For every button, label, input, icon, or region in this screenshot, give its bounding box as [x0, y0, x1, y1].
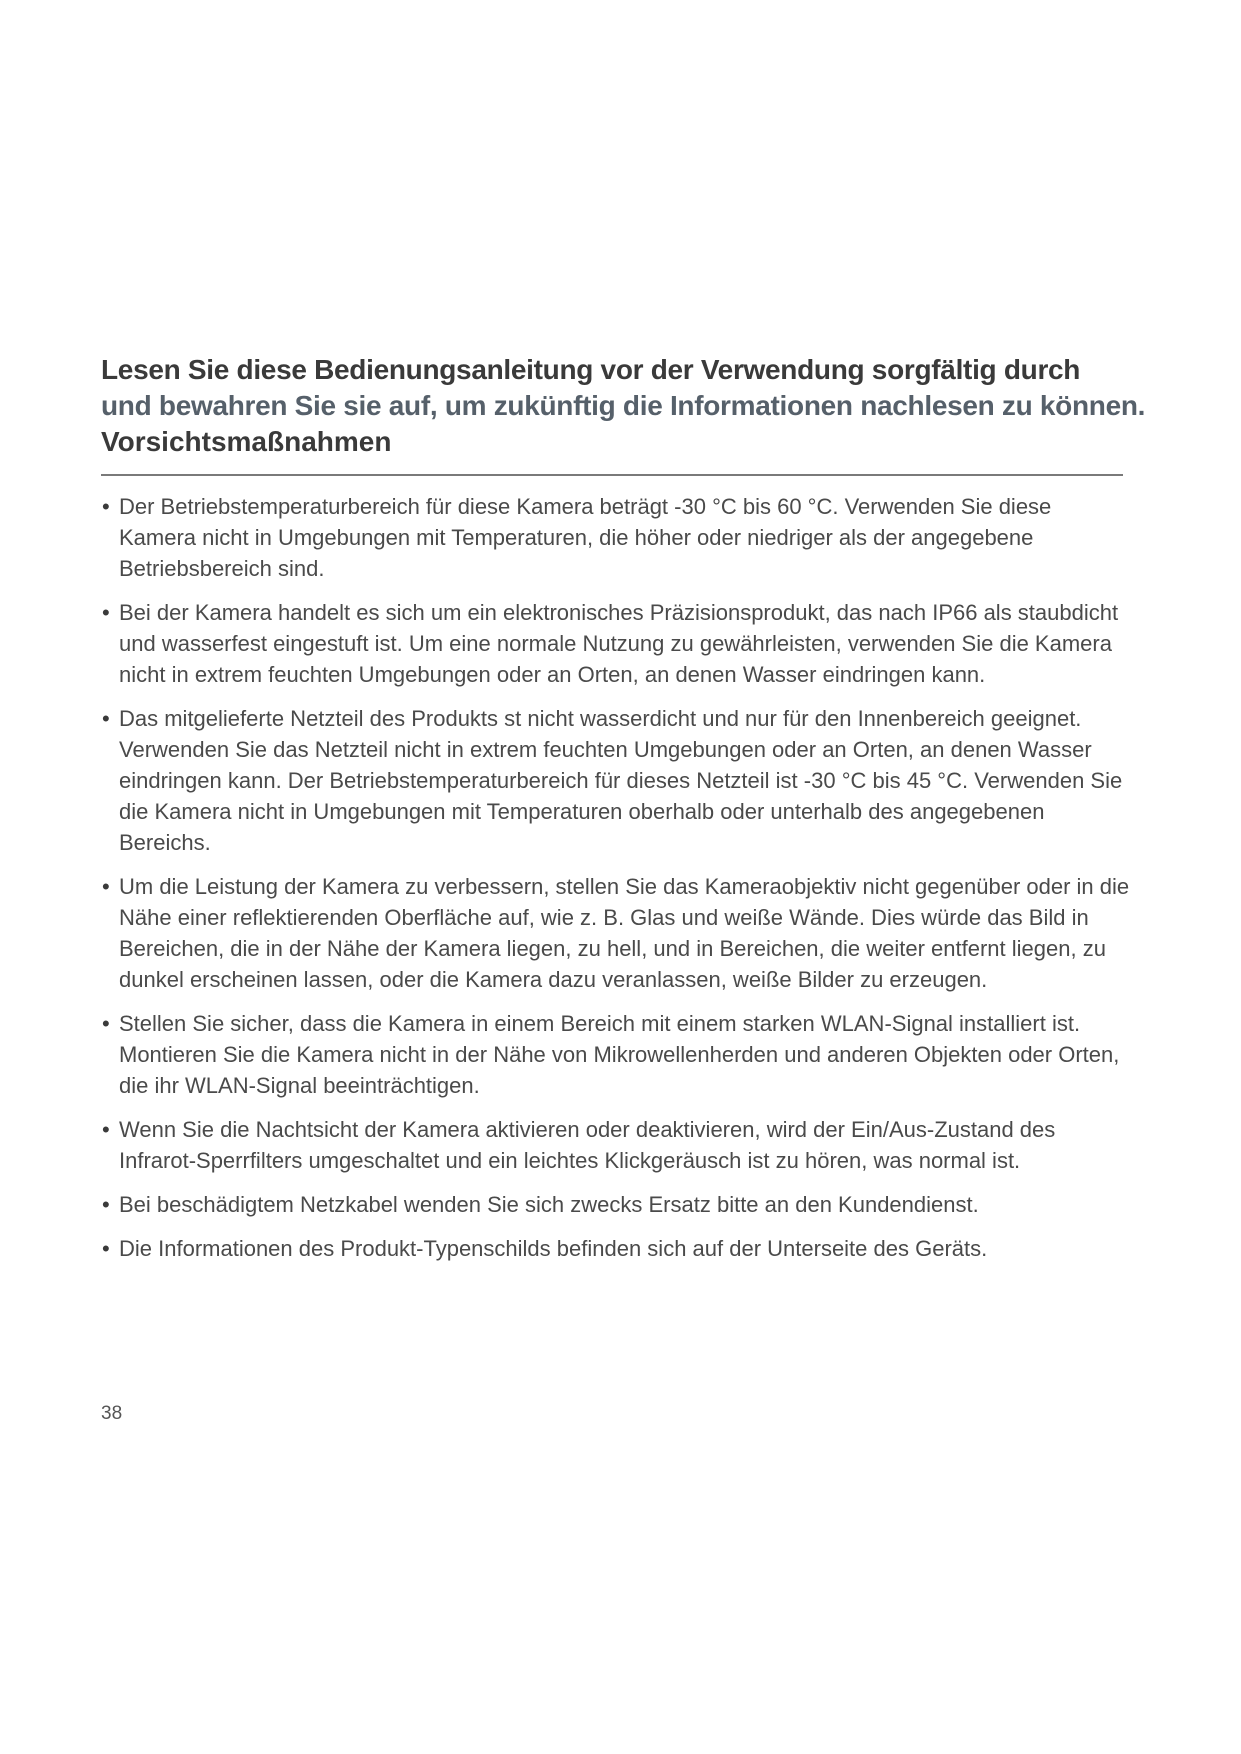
list-item — [101, 1114, 1131, 1176]
list-item — [101, 1233, 1131, 1264]
intro-heading-line-2: und bewahren Sie sie auf, um zukünftig die Informationen nachlesen zu können. — [101, 390, 1146, 421]
list-item-text: Die Informationen des Produkt-Typenschilds befinden sich auf der Unterseite des Geräts. — [119, 1236, 988, 1261]
section-title: Vorsichtsmaßnahmen — [101, 426, 392, 457]
list-item-text: Bei beschädigtem Netzkabel wenden Sie sich zwecks Ersatz bitte an den Kundendienst. — [119, 1192, 979, 1217]
header-block — [101, 352, 1146, 460]
list-item-text: Bei der Kamera handelt es sich um ein elektronisches Präzisionsprodukt, das nach IP66 als staubdicht und wasserfest eingestuft ist. Um eine normale Nutzung zu gewährleisten, verwenden Sie die Kamera nicht in extrem feuchten Umgebungen oder an Orten, an denen Wasser eindringen kann. — [119, 600, 1119, 687]
bullet-icon: • — [102, 706, 110, 731]
list-item — [101, 871, 1131, 995]
bullet-icon: • — [102, 1236, 110, 1261]
list-item — [101, 491, 1131, 584]
bullet-icon: • — [102, 600, 110, 625]
list-item — [101, 597, 1131, 690]
bullet-icon: • — [102, 874, 110, 899]
list-item-text: Stellen Sie sicher, dass die Kamera in einem Bereich mit einem starken WLAN-Signal installiert ist. Montieren Sie die Kamera nicht in der Nähe von Mikrowellenherden und anderen Objekten oder Orten, die ihr WLAN-Signal beeinträchtigen. — [119, 1011, 1120, 1098]
list-item — [101, 703, 1131, 858]
list-item-text: Um die Leistung der Kamera zu verbessern, stellen Sie das Kameraobjektiv nicht gegenüber oder in die Nähe einer reflektierenden Oberfläche auf, wie z. B. Glas und weiße Wände. Dies würde das Bild in Bereichen, die in der Nähe der Kamera liegen, zu hell, und in Bereichen, die weiter entfernt liegen, zu dunkel erscheinen lassen, oder die Kamera dazu veranlassen, weiße Bilder zu erzeugen. — [119, 874, 1130, 992]
list-item-text: Wenn Sie die Nachtsicht der Kamera aktivieren oder deaktivieren, wird der Ein/Aus-Zustand des Infrarot-Sperrfilters umgeschaltet und ein leichtes Klickgeräusch ist zu hören, was normal ist. — [119, 1117, 1056, 1173]
list-item-text: Das mitgelieferte Netzteil des Produkts st nicht wasserdicht und nur für den Innenbereich geeignet. Verwenden Sie das Netzteil nicht in extrem feuchten Umgebungen oder an Orten, an denen Wasser eindringen kann. Der Betriebstemperaturbereich für dieses Netzteil ist -30 °C bis 45 °C. Verwenden Sie die Kamera nicht in Umgebungen mit Temperaturen oberhalb oder unterhalb des angegebenen Bereichs. — [119, 706, 1123, 855]
section-divider — [101, 474, 1123, 476]
bullet-icon: • — [102, 1192, 110, 1217]
bullet-icon: • — [102, 1117, 110, 1142]
list-item — [101, 1008, 1131, 1101]
intro-heading-line-1: Lesen Sie diese Bedienungsanleitung vor der Verwendung sorgfältig durch — [101, 354, 1081, 385]
precautions-list — [101, 491, 1131, 1277]
list-item-text: Der Betriebstemperaturbereich für diese Kamera beträgt -30 °C bis 60 °C. Verwenden Sie diese Kamera nicht in Umgebungen mit Temperaturen, die höher oder niedriger als der angegebene Betriebsbereich sind. — [119, 494, 1052, 581]
bullet-icon: • — [102, 1011, 110, 1036]
page-number: 38 — [101, 1403, 123, 1424]
list-item — [101, 1189, 1131, 1220]
bullet-icon: • — [102, 494, 110, 519]
